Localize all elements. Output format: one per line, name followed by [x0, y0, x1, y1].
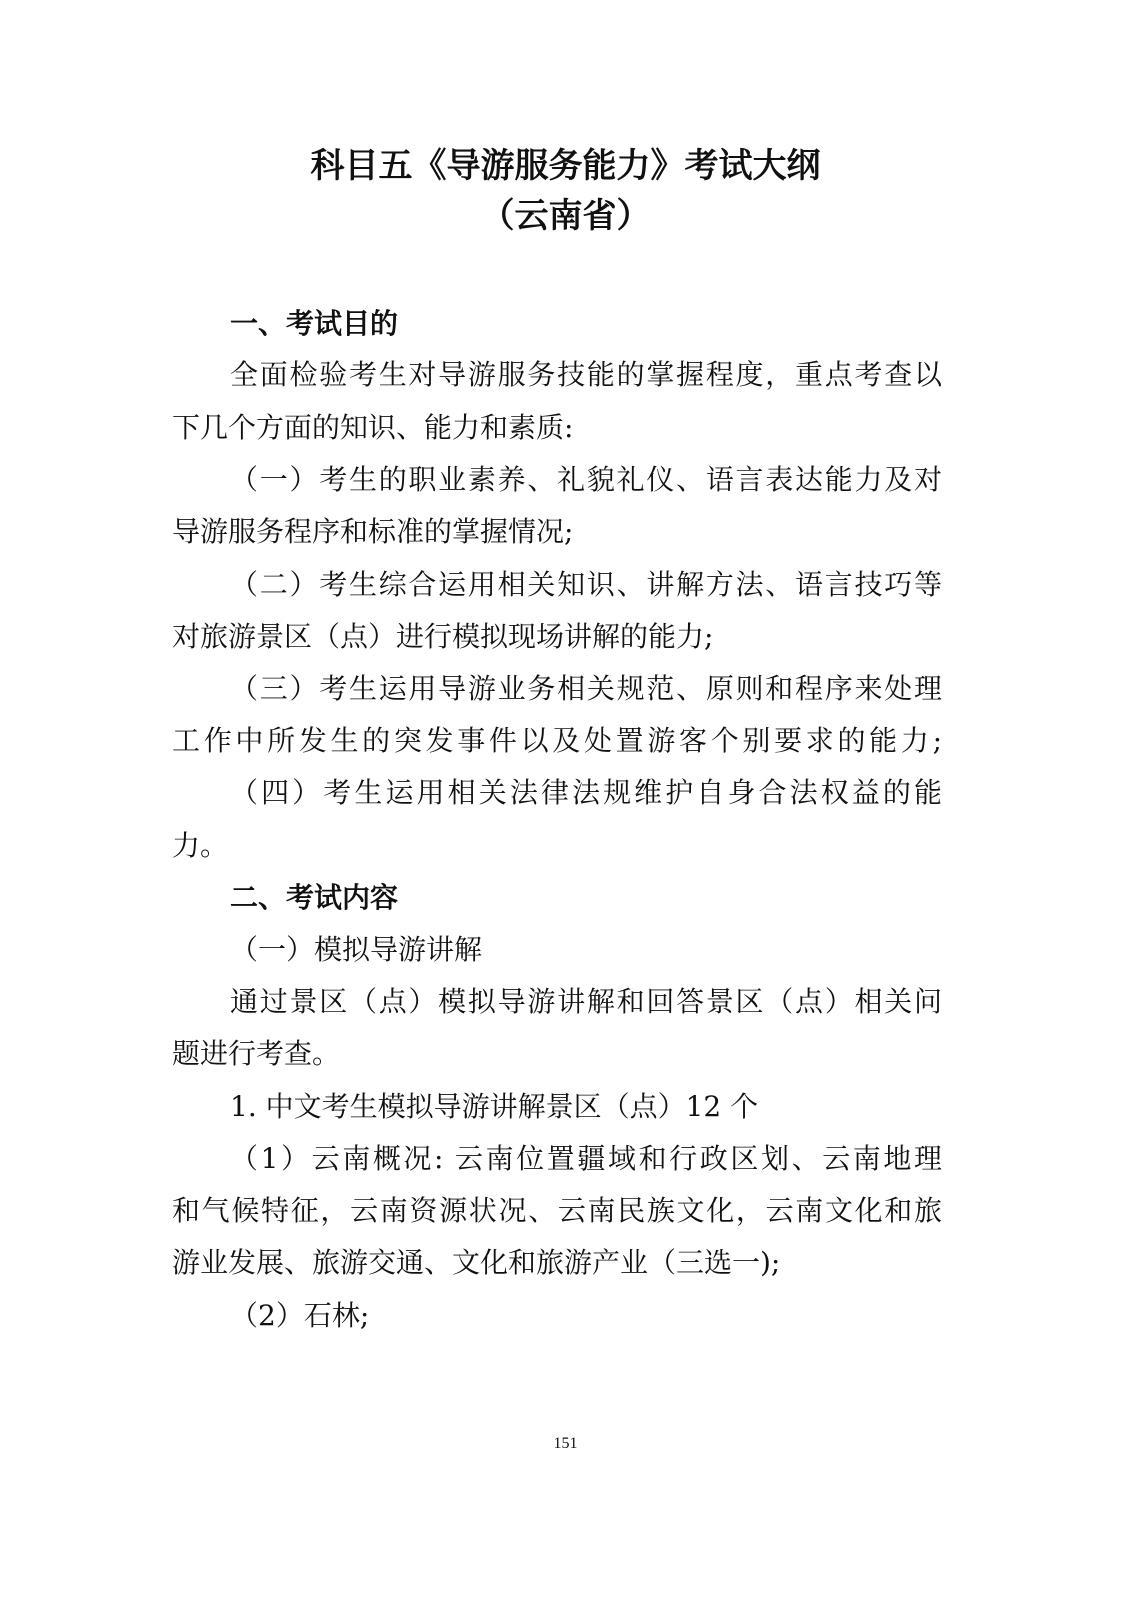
page-number: 151 — [553, 1435, 578, 1452]
paragraph-line: 对旅游景区（点）进行模拟现场讲解的能力; — [172, 620, 714, 653]
paragraph-line: 题进行考查。 — [172, 1037, 341, 1070]
paragraph-line: （一）考生的职业素养、礼貌礼仪、语言表达能力及对 — [230, 463, 942, 496]
list-item: （2）石林; — [230, 1299, 370, 1332]
paragraph-line: （四）考生运用相关法律法规维护自身合法权益的能 — [230, 776, 942, 809]
paragraph-line: 通过景区（点）模拟导游讲解和回答景区（点）相关问 — [230, 985, 942, 1018]
paragraph-line: 力。 — [172, 829, 229, 862]
document-subtitle: （云南省） — [480, 196, 651, 236]
section-heading-exam-content: 二、考试内容 — [230, 881, 399, 914]
paragraph-line: 游业发展、旅游交通、文化和旅游产业（三选一); — [172, 1246, 781, 1279]
paragraph-line: （三）考生运用导游业务相关规范、原则和程序来处理 — [230, 672, 942, 705]
paragraph-line: 下几个方面的知识、能力和素质: — [172, 411, 574, 444]
document-title: 科目五《导游服务能力》考试大纲 — [310, 146, 821, 186]
subsection-heading: （一）模拟导游讲解 — [230, 933, 483, 966]
paragraph-line: （二）考生综合运用相关知识、讲解方法、语言技巧等 — [230, 568, 942, 601]
paragraph-line: 和气候特征，云南资源状况、云南民族文化，云南文化和旅 — [172, 1194, 942, 1227]
paragraph-line: 导游服务程序和标准的掌握情况; — [172, 515, 574, 548]
paragraph-line: 全面检验考生对导游服务技能的掌握程度，重点考查以 — [230, 358, 942, 391]
paragraph-line: 工作中所发生的突发事件以及处置游客个别要求的能力; — [172, 724, 942, 757]
list-item: 1. 中文考生模拟导游讲解景区（点）12 个 — [230, 1090, 759, 1123]
section-heading-exam-purpose: 一、考试目的 — [230, 307, 399, 340]
list-item: （1）云南概况: 云南位置疆域和行政区划、云南地理 — [230, 1142, 942, 1175]
